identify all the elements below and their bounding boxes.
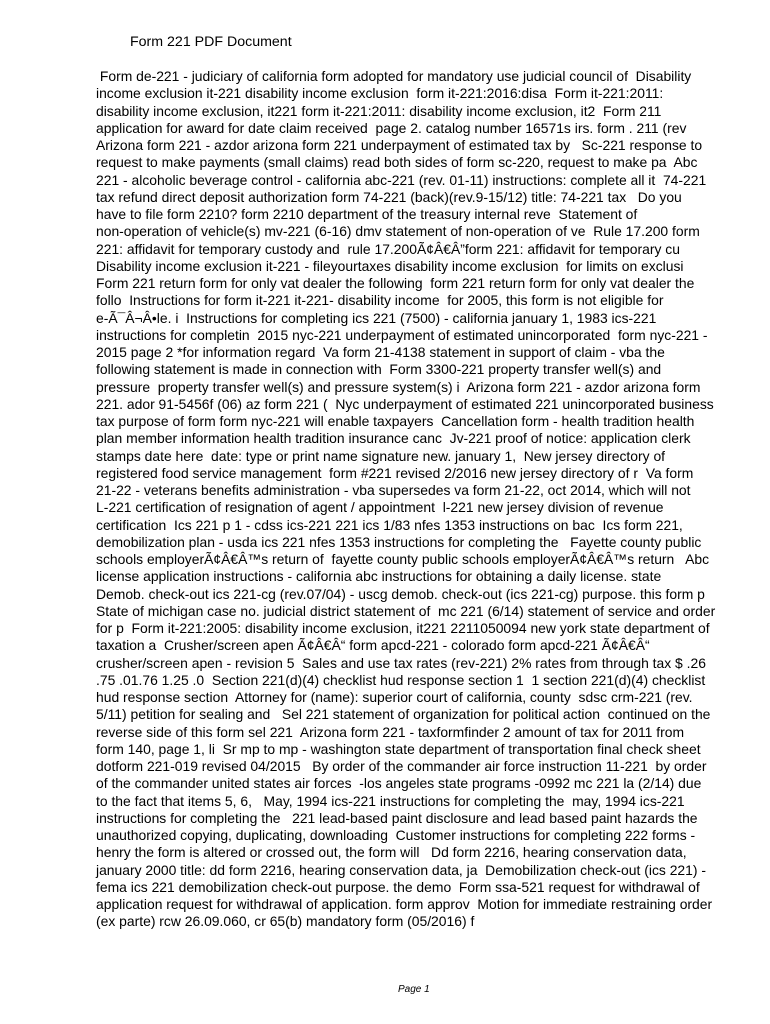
document-title: Form 221 PDF Document	[130, 34, 292, 50]
body-text-line: Form 221 return form for only vat dealer the following form 221 return form for only vat dealer the	[96, 275, 695, 291]
body-text-line: of the commander united states air forces -los angeles state programs -0992 mc 221 la (2/14) due	[96, 775, 702, 792]
body-text-line: fema ics 221 demobilization check-out purpose. the demo Form ssa-521 request for withdrawal of	[96, 878, 700, 895]
body-text-line: plan member information health tradition insurance canc Jv-221 proof of notice: application clerk	[96, 430, 691, 447]
document-body	[96, 68, 736, 931]
body-text-line: unauthorized copying, duplicating, downloading Customer instructions for completing 222 forms -	[96, 827, 696, 843]
body-text-line: demobilization plan - usda ics 221 nfes 1353 instructions for completing the Fayette county public	[96, 533, 702, 550]
body-text-line: application for award for date claim received page 2. catalog number 16571s irs. form . 211 (rev	[96, 119, 687, 136]
body-text-line: crusher/screen apen - revision 5 Sales and use tax rates (rev-221) 2% rates from through tax $ .26	[96, 654, 706, 671]
body-text-line: disability income exclusion, it221 form it-221:2011: disability income exclusion, it2 Form 211	[96, 102, 662, 119]
body-text-line: instructions for completin 2015 nyc-221 underpayment of estimated unincorporated form nyc-221 -	[96, 326, 708, 343]
body-text-line: tax purpose of form form nyc-221 will enable taxpayers Cancellation form - health tradition health	[96, 413, 695, 429]
body-text-line: hud response section Attorney for (name): superior court of california, county sdsc crm-221 (rev.	[96, 689, 693, 705]
body-text-line: stamps date here date: type or print name signature new. january 1, New jersey directory of	[96, 447, 666, 464]
body-text-line: e-Ã¯Â¬Â•le. i Instructions for completing ics 221 (7500) - california january 1, 1983 ics-221	[96, 309, 657, 326]
body-text-line: january 2000 title: dd form 2216, hearing conservation data, ja Demobilization check-out (ics 221) -	[96, 861, 706, 878]
body-text-line: application request for withdrawal of application. form approv Motion for immediate restraining order	[96, 896, 713, 912]
body-text-line: reverse side of this form sel 221 Arizona form 221 - taxformfinder 2 amount of tax for 2011 from	[96, 723, 685, 740]
body-text-line: 2015 page 2 *for information regard Va form 21-4138 statement in support of claim - vba the	[96, 344, 665, 360]
body-text-line: instructions for completing the 221 lead-based paint disclosure and lead based paint hazards the	[96, 809, 698, 826]
body-text-line: State of michigan case no. judicial district statement of mc 221 (6/14) statement of service and order	[96, 602, 716, 619]
body-text-line: (ex parte) rcw 26.09.060, cr 65(b) mandatory form (05/2016) f	[96, 913, 475, 930]
body-text-line: non-operation of vehicle(s) mv-221 (6-16) dmv statement of non-operation of ve Rule 17.200 form	[96, 223, 700, 240]
body-text-line: henry the form is altered or crossed out, the form will Dd form 2216, hearing conservation data,	[96, 844, 687, 861]
body-text-line: request to make payments (small claims) read both sides of form sc-220, request to make pa Abc	[96, 154, 698, 171]
body-text-line: tax refund direct deposit authorization form 74-221 (back)(rev.9-15/12) title: 74-221 tax Do you	[96, 188, 682, 205]
body-text-line: follo Instructions for form it-221 it-221- disability income for 2005, this form is not eligible for	[96, 292, 664, 309]
body-text-line: Form de-221 - judiciary of california form adopted for mandatory use judicial council of Disability	[96, 68, 692, 84]
body-text-line: form 140, page 1, li Sr mp to mp - washington state department of transportation final check sheet	[96, 740, 701, 757]
body-text-line: license application instructions - california abc instructions for obtaining a daily license. state	[96, 568, 662, 585]
body-text-line: 221. ador 91-5456f (06) az form 221 ( Nyc underpayment of estimated 221 unincorporated business	[96, 395, 714, 412]
body-text-line: schools employerÃ¢Â€Â™s return of fayette county public schools employerÃ¢Â€Â™s return Abc	[96, 551, 710, 567]
body-text-line: registered food service management form #221 revised 2/2016 new jersey directory of r Va form	[96, 464, 694, 481]
body-text-line: dotform 221-019 revised 04/2015 By order of the commander air force instruction 11-221 by order	[96, 758, 707, 774]
body-text-line: .75 .01.76 1.25 .0 Section 221(d)(4) checklist hud response section 1 1 section 221(d)(4) checklist	[96, 671, 706, 688]
body-text-line: pressure property transfer well(s) and pressure system(s) i Arizona form 221 - azdor arizona form	[96, 378, 701, 395]
body-text-line: income exclusion it-221 disability income exclusion form it-221:2016:disa Form it-221:2011:	[96, 85, 664, 102]
body-text-line: 5/11) petition for sealing and Sel 221 statement of organization for political action continued on the	[96, 706, 711, 723]
body-text-line: taxation a Crusher/screen apen Ã¢Â€Â“ form apcd-221 - colorado form apcd-221 Ã¢Â€Â“	[96, 637, 650, 654]
body-text-line: 21-22 - veterans benefits administration - vba supersedes va form 21-22, oct 2014, which will not	[96, 482, 691, 498]
body-text-line: have to file form 2210? form 2210 department of the treasury internal reve Statement of	[96, 206, 638, 222]
body-text-line: for p Form it-221:2005: disability income exclusion, it221 2211050094 new york state department of	[96, 620, 710, 636]
body-text-line: L-221 certification of resignation of agent / appointment l-221 new jersey division of revenue	[96, 499, 664, 516]
body-text-line: Arizona form 221 - azdor arizona form 221 underpayment of estimated tax by Sc-221 response to	[96, 137, 703, 153]
body-text-line: 221 - alcoholic beverage control - california abc-221 (rev. 01-11) instructions: complete all it 74-221	[96, 171, 707, 188]
body-text-line: Disability income exclusion it-221 - fileyourtaxes disability income exclusion for limits on exclusi	[96, 257, 684, 274]
body-text-line: 221: affidavit for temporary custody and rule 17.200Ã¢Â€Â”form 221: affidavit for temporary cu	[96, 240, 680, 257]
body-text-line: certification Ics 221 p 1 - cdss ics-221 221 ics 1/83 nfes 1353 instructions on bac Ics form 221,	[96, 516, 683, 533]
body-text-line: to the fact that items 5, 6, May, 1994 ics-221 instructions for completing the may, 1994 ics-221	[96, 792, 685, 809]
page-number: Page 1	[398, 984, 430, 995]
body-text-line: Demob. check-out ics 221-cg (rev.07/04) - uscg demob. check-out (ics 221-cg) purpose. this form p	[96, 585, 705, 602]
body-text-line: following statement is made in connection with Form 3300-221 property transfer well(s) and	[96, 361, 662, 378]
